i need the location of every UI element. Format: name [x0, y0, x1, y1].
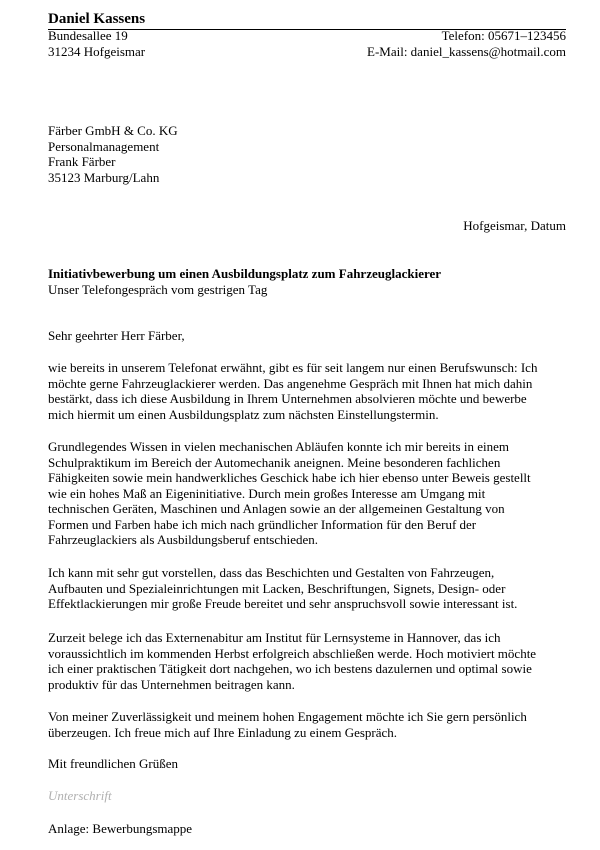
text-line: technischen Geräten, Maschinen und Anlagen sowie an der allgemeinen Gestaltung von — [48, 501, 505, 516]
subject-reference: Unser Telefongespräch vom gestrigen Tag — [48, 281, 268, 297]
text-line: produktiv für das Unternehmen beitragen kann. — [48, 676, 295, 692]
text-line: Fähigkeiten sowie mein handwerkliches Geschick habe ich hier ebenso unter Beweis gestellt — [48, 470, 531, 485]
text-line: Schulpraktikum im Bereich der Automechanik aneignen. Meine besonderen fachlichen — [48, 454, 501, 470]
paragraph-2 — [48, 439, 570, 548]
text-line: Zurzeit belege ich das Externenabitur am Institut für Lernsysteme in Hannover, das ich — [48, 630, 501, 645]
sender-phone: Telefon: 05671–123456 — [441, 28, 566, 43]
paragraph-5 — [48, 709, 570, 740]
letter-date: Hofgeismar, Datum — [463, 218, 566, 233]
text-line: Ich kann mit sehr gut vorstellen, dass das Beschichten und Gestalten von Fahrzeugen, — [48, 565, 495, 580]
paragraph-3 — [48, 565, 570, 612]
closing: Mit freundlichen Grüßen — [48, 756, 178, 771]
signature-placeholder: Unterschrift — [48, 788, 112, 803]
text-line: bestärkt, dass ich diese Ausbildung in Ihrem Unternehmen absolvieren möchte und bewerbe — [48, 391, 527, 406]
text-line: Fahrzeuglackiers als Ausbildungsberuf entschieden. — [48, 532, 319, 547]
attachment-note: Anlage: Bewerbungsmappe — [48, 821, 193, 836]
text-line: wie bereits in unserem Telefonat erwähnt, gibt es für seit langem nur einen Berufswunsch: Ich — [48, 360, 538, 375]
text-line: überzeugen. Ich freue mich auf Ihre Einladung zu einem Gespräch. — [48, 724, 398, 740]
text-line: Formen und Farben habe ich mich nach gründlicher Information für den Beruf der — [48, 516, 477, 532]
subject-title: Initiativbewerbung um einen Ausbildungsplatz zum Fahrzeuglackierer — [48, 266, 442, 281]
text-line: voraussichtlich im kommenden Herbst erfolgreich abschließen werde. Hoch motiviert möchte — [48, 645, 537, 661]
salutation: Sehr geehrter Herr Färber, — [48, 328, 185, 343]
text-line: Effektlackierungen mir große Freude bereitet und sehr anspruchsvoll sowie interessant ist. — [48, 596, 518, 611]
paragraph-1 — [48, 360, 570, 422]
recipient-address — [48, 123, 178, 185]
recipient-department: Personalmanagement — [48, 138, 160, 154]
sender-email: E-Mail: daniel_kassens@hotmail.com — [367, 43, 566, 59]
sender-name: Daniel Kassens — [48, 10, 566, 30]
text-line: möchte gerne Fahrzeuglackierer werden. Das angenehme Gespräch mit Ihnen hat mich dahin — [48, 375, 533, 391]
recipient-person: Frank Färber — [48, 154, 116, 169]
text-line: wie ein hohes Maß an Eigeninitiative. Durch mein großes Interesse am Umgang mit — [48, 485, 486, 501]
recipient-company: Färber GmbH & Co. KG — [48, 123, 178, 138]
text-line: ich einer praktischen Tätigkeit dort nachgehen, wo ich bestens dazulernen und optimal sowie — [48, 661, 532, 676]
sender-street: Bundesallee 19 — [48, 28, 128, 43]
text-line: Aufbauten und Spezialeinrichtungen mit Lacken, Beschriftungen, Signets, Design- oder — [48, 580, 506, 596]
text-line: Grundlegendes Wissen in vielen mechanischen Abläufen konnte ich mir bereits in einem — [48, 439, 509, 454]
sender-city: 31234 Hofgeismar — [48, 43, 146, 59]
sender-contact — [367, 28, 566, 59]
subject-block — [48, 266, 441, 297]
sender-address — [48, 28, 145, 59]
text-line: Von meiner Zuverlässigkeit und meinem hohen Engagement möchte ich Sie gern persönlich — [48, 709, 527, 724]
paragraph-4 — [48, 630, 570, 692]
text-line: mich hiermit um einen Ausbildungsplatz zum nächsten Einstellungstermin. — [48, 406, 439, 422]
recipient-city: 35123 Marburg/Lahn — [48, 169, 160, 185]
